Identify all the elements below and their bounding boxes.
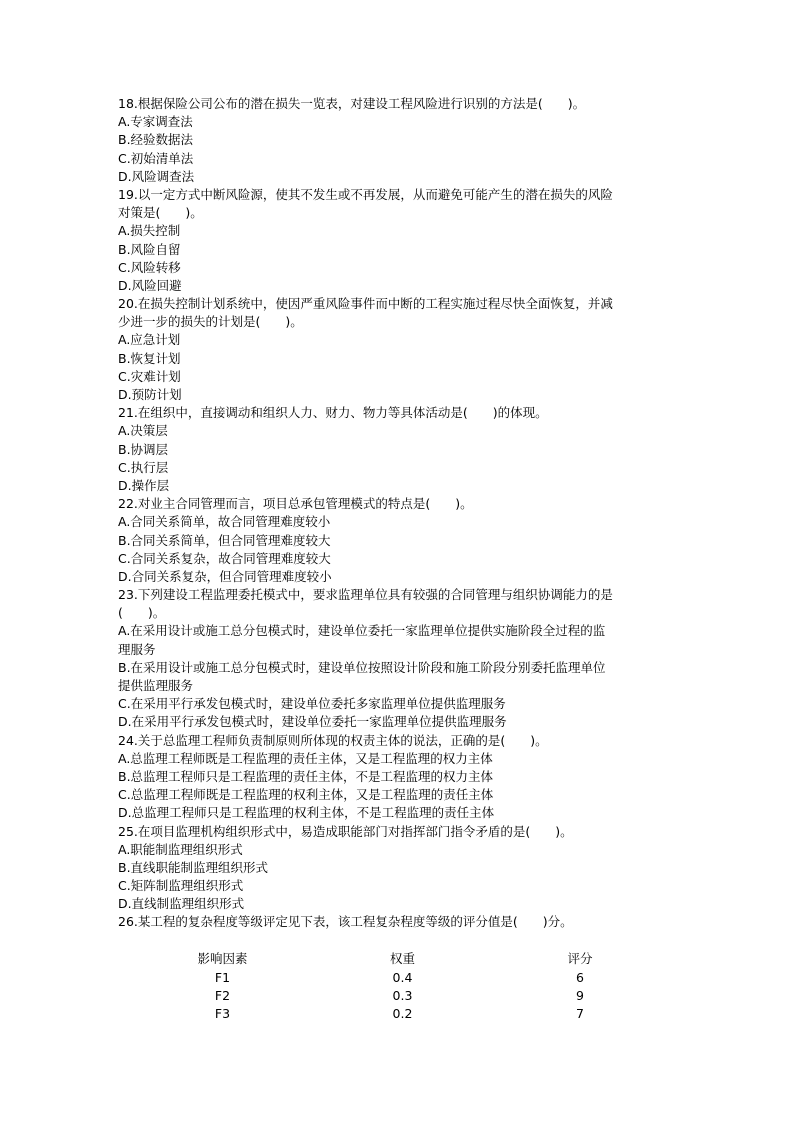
answer-option <box>118 513 688 531</box>
factor-cell: F2 <box>214 988 231 1003</box>
question-stem-line: 25.在项目监理机构组织形式中，易造成职能部门对指挥部门指令矛盾的是( )。 <box>118 823 573 839</box>
answer-option <box>118 804 688 822</box>
answer-option <box>118 368 688 386</box>
answer-option-line: D.预防计划 <box>118 387 182 402</box>
answer-option-line: C.初始清单法 <box>118 150 194 166</box>
question-stem-line: 22.对业主合同管理而言，项目总承包管理模式的特点是( )。 <box>118 496 473 512</box>
answer-option-line: D.合同关系复杂，但合同管理难度较小 <box>118 568 332 584</box>
complexity-score-table <box>160 949 640 1023</box>
answer-option-line: B.总监理工程师只是工程监理的责任主体，不是工程监理的权力主体 <box>118 768 494 784</box>
question <box>118 913 688 931</box>
score-cell: 9 <box>576 988 584 1003</box>
question <box>118 732 688 823</box>
question-stem-line: 26.某工程的复杂程度等级评定见下表，该工程复杂程度等级的评分值是( )分。 <box>118 914 573 930</box>
table-header-row <box>160 949 640 969</box>
weight-cell: 0.2 <box>392 1006 413 1021</box>
answer-option <box>118 277 688 295</box>
answer-option-line: B.在采用设计或施工总分包模式时，建设单位按照设计阶段和施工阶段分别委托监理单位 <box>118 659 606 675</box>
answer-option-line: B.经验数据法 <box>118 132 194 148</box>
factor-cell: F3 <box>214 1006 231 1021</box>
answer-option <box>118 695 688 713</box>
answer-option <box>118 532 688 550</box>
answer-option-line: C.在采用平行承发包模式时，建设单位委托多家监理单位提供监理服务 <box>118 696 506 712</box>
question <box>118 823 688 914</box>
question <box>118 404 688 495</box>
weight-cell: 0.3 <box>392 988 413 1003</box>
answer-option-line: D.风险调查法 <box>118 168 195 184</box>
answer-option-line: A.决策层 <box>118 423 168 439</box>
question-stem-line: 24.关于总监理工程师负责制原则所体现的权责主体的说法，正确的是( )。 <box>118 732 548 748</box>
answer-option-line: C.总监理工程师既是工程监理的权利主体，又是工程监理的责任主体 <box>118 787 494 803</box>
answer-option <box>118 350 688 368</box>
question-stem-line: 23.下列建设工程监理委托模式中，要求监理单位具有较强的合同管理与组织协调能力的是 <box>118 587 613 603</box>
answer-option-line: B.合同关系简单，但合同管理难度较大 <box>118 532 331 548</box>
answer-option-line: B.风险自留 <box>118 241 181 257</box>
answer-option <box>118 168 688 186</box>
answer-option-line: A.在采用设计或施工总分包模式时，建设单位委托一家监理单位提供实施阶段全过程的监 <box>118 623 606 639</box>
answer-option <box>118 222 688 240</box>
answer-option <box>118 441 688 459</box>
answer-option <box>118 259 688 277</box>
answer-option <box>118 622 688 658</box>
table-row <box>160 969 640 987</box>
answer-option <box>118 568 688 586</box>
answer-option <box>118 150 688 168</box>
question <box>118 495 688 586</box>
answer-option <box>118 113 688 131</box>
question-stem-line: ( )。 <box>118 605 166 621</box>
answer-option <box>118 422 688 440</box>
answer-option <box>118 750 688 768</box>
question-stem-line: 18.根据保险公司公布的潜在损失一览表，对建设工程风险进行识别的方法是( )。 <box>118 96 586 111</box>
table-row <box>160 1005 640 1023</box>
answer-option-line: A.损失控制 <box>118 223 181 239</box>
answer-option-line: C.风险转移 <box>118 259 181 275</box>
answer-option-line: A.职能制监理组织形式 <box>118 841 243 857</box>
header-factor: 影响因素 <box>197 951 248 966</box>
question <box>118 586 688 732</box>
answer-option-line: C.灾难计划 <box>118 368 181 384</box>
answer-option <box>118 859 688 877</box>
answer-option-line: C.合同关系复杂，故合同管理难度较大 <box>118 550 331 566</box>
table-row <box>160 987 640 1005</box>
question <box>118 186 688 295</box>
answer-option <box>118 786 688 804</box>
header-score: 评分 <box>567 951 593 966</box>
answer-option <box>118 477 688 495</box>
answer-option <box>118 241 688 259</box>
answer-option <box>118 768 688 786</box>
answer-option-line: B.协调层 <box>118 441 169 457</box>
answer-option-line: D.操作层 <box>118 477 170 493</box>
score-cell: 7 <box>576 1006 584 1021</box>
answer-option-line: 提供监理服务 <box>118 678 194 693</box>
answer-option-line: A.合同关系简单，故合同管理难度较小 <box>118 514 331 530</box>
answer-option <box>118 331 688 349</box>
answer-option-line: A.应急计划 <box>118 332 181 348</box>
question-stem-line: 20.在损失控制计划系统中，使因严重风险事件而中断的工程实施过程尽快全面恢复，并减 <box>118 296 613 312</box>
answer-option <box>118 386 688 404</box>
answer-option <box>118 659 688 695</box>
question-stem-line: 对策是( )。 <box>118 205 203 221</box>
answer-option-line: A.总监理工程师既是工程监理的责任主体，又是工程监理的权力主体 <box>118 750 493 766</box>
question-stem-line: 19.以一定方式中断风险源，使其不发生或不再发展，从而避免可能产生的潜在损失的风险 <box>118 186 613 202</box>
answer-option <box>118 841 688 859</box>
answer-option-line: C.执行层 <box>118 459 169 475</box>
question-list <box>118 95 688 932</box>
answer-option-line: D.直线制监理组织形式 <box>118 896 245 912</box>
answer-option-line: A.专家调查法 <box>118 114 193 130</box>
answer-option <box>118 877 688 895</box>
answer-option-line: D.风险回避 <box>118 277 182 293</box>
question-stem-line: 少进一步的损失的计划是( )。 <box>118 314 303 330</box>
answer-option-line: B.恢复计划 <box>118 350 181 366</box>
answer-option-line: D.在采用平行承发包模式时，建设单位委托一家监理单位提供监理服务 <box>118 714 507 730</box>
answer-option <box>118 131 688 149</box>
answer-option <box>118 713 688 731</box>
header-weight: 权重 <box>389 951 415 966</box>
answer-option <box>118 550 688 568</box>
question-stem-line: 21.在组织中，直接调动和组织人力、财力、物力等具体活动是( )的体现。 <box>118 405 548 421</box>
weight-cell: 0.4 <box>392 970 413 985</box>
score-cell: 6 <box>576 970 584 985</box>
answer-option <box>118 895 688 913</box>
question <box>118 295 688 404</box>
factor-cell: F1 <box>214 970 231 985</box>
answer-option-line: D.总监理工程师只是工程监理的权利主体，不是工程监理的责任主体 <box>118 805 495 821</box>
answer-option-line: C.矩阵制监理组织形式 <box>118 878 244 894</box>
answer-option-line: B.直线职能制监理组织形式 <box>118 859 269 875</box>
answer-option-line: 理服务 <box>118 641 156 657</box>
answer-option <box>118 459 688 477</box>
question <box>118 95 688 186</box>
